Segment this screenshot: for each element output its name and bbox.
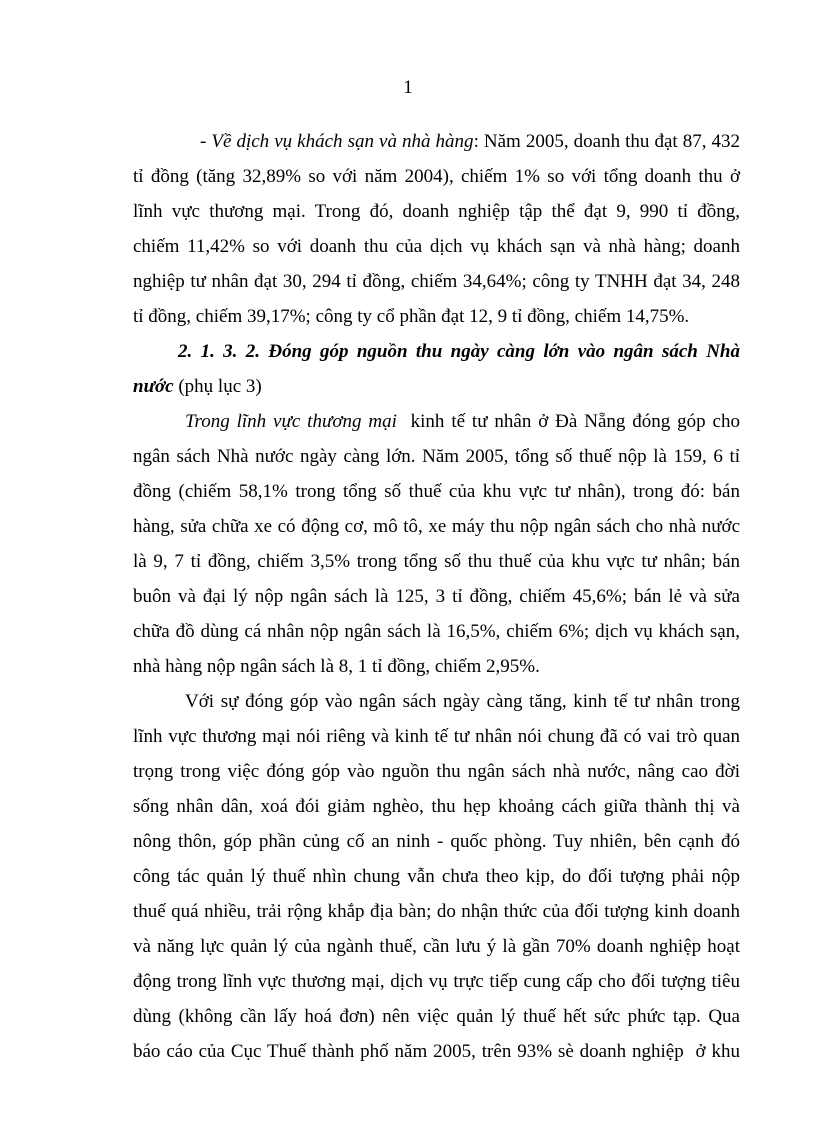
- text-line: và năng lực quản lý của ngành thuế, cần lưu ý là gần 70% doanh nghiệp hoạt: [133, 936, 740, 957]
- text-line: ngân sách Nhà nước ngày càng lớn. Năm 2005, tổng số thuế nộp là 159, 6 tỉ: [133, 446, 740, 467]
- text-line: báo cáo của Cục Thuế thành phố năm 2005, trên 93% sè doanh nghiệp ở khu: [133, 1041, 740, 1062]
- text-line: lĩnh vực thương mại nói riêng và kinh tế tư nhân nói chung đã có vai trò quan: [133, 726, 740, 747]
- text-line: đồng (chiếm 58,1% trong tổng số thuế của khu vực tư nhân), trong đó: bán: [133, 481, 740, 502]
- text-line: tỉ đồng (tăng 32,89% so với năm 2004), chiếm 1% so với tổng doanh thu ở: [133, 166, 740, 187]
- text-line: hàng, sửa chữa xe có động cơ, mô tô, xe máy thu nộp ngân sách cho nhà nước: [133, 516, 740, 537]
- section-heading: 2. 1. 3. 2. Đóng góp nguồn thu ngày càng lớn vào ngân sách Nhà: [178, 341, 740, 362]
- text-line: trọng trong việc đóng góp vào nguồn thu ngân sách nhà nước, nâng cao đời: [133, 761, 740, 782]
- text-line: buôn và đại lý nộp ngân sách là 125, 3 tỉ đồng, chiếm 45,6%; bán lẻ và sửa: [133, 586, 740, 607]
- text-line: nông thôn, góp phần củng cố an ninh - quốc phòng. Tuy nhiên, bên cạnh đó: [133, 831, 740, 852]
- text-line: tỉ đồng, chiếm 39,17%; công ty cổ phần đạt 12, 9 tỉ đồng, chiếm 14,75%.: [133, 306, 690, 327]
- page-number: 1: [403, 77, 413, 98]
- section-heading: nước (phụ lục 3): [133, 376, 262, 397]
- text-line: công tác quản lý thuế nhìn chung vẫn chưa theo kịp, do đối tượng phải nộp: [133, 866, 740, 887]
- text-line: - Về dịch vụ khách sạn và nhà hàng: Năm 2005, doanh thu đạt 87, 432: [200, 131, 740, 152]
- text-line: Trong lĩnh vực thương mại kinh tế tư nhân ở Đà Nẵng đóng góp cho: [185, 411, 740, 432]
- text-line: nghiệp tư nhân đạt 30, 294 tỉ đồng, chiếm 34,64%; công ty TNHH đạt 34, 248: [133, 271, 740, 292]
- text-line: dùng (không cần lấy hoá đơn) nên việc quản lý thuế hết sức phức tạp. Qua: [133, 1006, 740, 1027]
- text-line: nhà hàng nộp ngân sách là 8, 1 tỉ đồng, chiếm 2,95%.: [133, 656, 540, 677]
- text-line: sống nhân dân, xoá đói giảm nghèo, thu hẹp khoảng cách giữa thành thị và: [133, 796, 740, 817]
- text-line: là 9, 7 tỉ đồng, chiếm 3,5% trong tổng số thu thuế của khu vực tư nhân; bán: [133, 551, 740, 572]
- text-line: lĩnh vực thương mại. Trong đó, doanh nghiệp tập thể đạt 9, 990 tỉ đồng,: [133, 201, 740, 222]
- text-line: chữa đồ dùng cá nhân nộp ngân sách là 16,5%, chiếm 6%; dịch vụ khách sạn,: [133, 621, 740, 642]
- text-line: Với sự đóng góp vào ngân sách ngày càng tăng, kinh tế tư nhân trong: [185, 691, 740, 712]
- text-line: thuế quá nhiều, trải rộng khắp địa bàn; do nhận thức của đối tượng kinh doanh: [133, 901, 740, 922]
- text-line: động trong lĩnh vực thương mại, dịch vụ trực tiếp cung cấp cho đối tượng tiêu: [133, 971, 740, 992]
- text-line: chiếm 11,42% so với doanh thu của dịch vụ khách sạn và nhà hàng; doanh: [133, 236, 740, 257]
